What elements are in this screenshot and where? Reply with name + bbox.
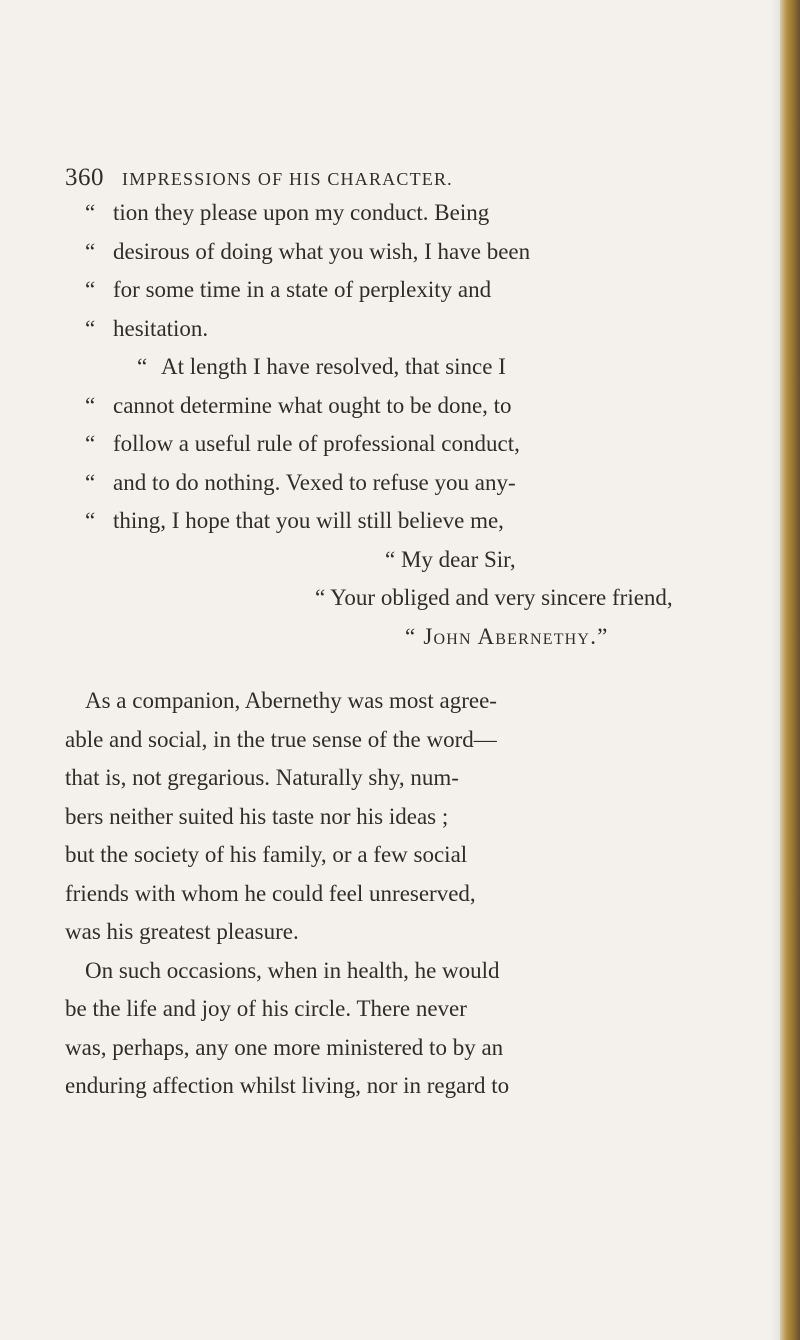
letter-signature-line <box>65 618 715 657</box>
letter-closing-line <box>65 541 715 580</box>
paragraph-line <box>65 952 715 991</box>
paragraph-line <box>65 875 715 914</box>
paragraph-line <box>65 836 715 875</box>
letter-line <box>65 387 715 426</box>
paragraph-2-line-2: be the life and joy of his circle. There never <box>65 996 467 1021</box>
letter-text: follow a useful rule of professional conduct, <box>113 431 520 456</box>
quote-mark: “ <box>85 469 96 495</box>
letter-line <box>65 502 715 541</box>
quote-mark: “ <box>85 238 96 264</box>
paragraph-line <box>65 682 715 721</box>
quote-mark: “ <box>85 277 96 302</box>
paragraph-line <box>65 798 715 837</box>
quote-mark: “ <box>137 354 148 379</box>
quote-mark: “ <box>85 392 96 418</box>
letter-text: for some time in a state of perplexity and <box>113 277 492 302</box>
paragraph-line <box>65 1029 715 1068</box>
paragraph-gap <box>65 656 715 682</box>
letter-line <box>65 348 715 387</box>
paragraph-2-line-3: was, perhaps, any one more ministered to by an <box>65 1034 504 1060</box>
paragraph-1-line-6: friends with whom he could feel unreserved, <box>65 880 476 906</box>
paragraph-2-line-4: enduring affection whilst living, nor in regard to <box>65 1073 510 1098</box>
quote-mark: “ <box>85 200 96 225</box>
letter-line <box>65 464 715 503</box>
paragraph-1-line-1: As a companion, Abernethy was most agree- <box>85 688 497 713</box>
letter-line <box>65 194 715 233</box>
paragraph-1-line-7: was his greatest pleasure. <box>65 919 299 944</box>
page-edge <box>780 0 800 1340</box>
letter-line <box>65 271 715 310</box>
letter-line <box>65 310 715 349</box>
letter-text: and to do nothing. Vexed to refuse you any- <box>113 469 516 495</box>
quote-mark: “ <box>85 508 96 533</box>
letter-text: tion they please upon my conduct. Being <box>113 200 490 225</box>
paragraph-2-line-1: On such occasions, when in health, he would <box>85 957 500 983</box>
paragraph-1-line-5: but the society of his family, or a few social <box>65 842 468 867</box>
running-title: IMPRESSIONS OF HIS CHARACTER. <box>122 169 453 189</box>
letter-text: desirous of doing what you wish, I have been <box>113 238 531 264</box>
letter-line <box>65 425 715 464</box>
page-number: 360 <box>65 164 104 191</box>
page-header <box>65 164 705 198</box>
paragraph-1-line-3: that is, not gregarious. Naturally shy, num- <box>65 765 459 790</box>
paragraph-line <box>65 759 715 798</box>
letter-line <box>65 233 715 272</box>
letter-signoff-line <box>65 579 715 618</box>
letter-text: hesitation. <box>113 315 209 341</box>
letter-text: cannot determine what ought to be done, to <box>113 392 512 418</box>
quote-mark: “ <box>85 431 96 456</box>
letter-signature: “ John Abernethy.” <box>405 623 609 649</box>
page-text <box>65 194 715 1106</box>
paragraph-line <box>65 1067 715 1106</box>
letter-signoff: “ Your obliged and very sincere friend, <box>315 585 673 610</box>
paragraph-line <box>65 990 715 1029</box>
letter-text: thing, I hope that you will still believe me, <box>113 508 504 533</box>
paragraph-line <box>65 721 715 760</box>
letter-closing: “ My dear Sir, <box>385 546 516 572</box>
paragraph-1-line-4: bers neither suited his taste nor his ideas ; <box>65 803 449 829</box>
paragraph-line <box>65 913 715 952</box>
letter-text: At length I have resolved, that since I <box>161 354 506 379</box>
quote-mark: “ <box>85 315 96 341</box>
paragraph-1-line-2: able and social, in the true sense of the word— <box>65 726 497 752</box>
